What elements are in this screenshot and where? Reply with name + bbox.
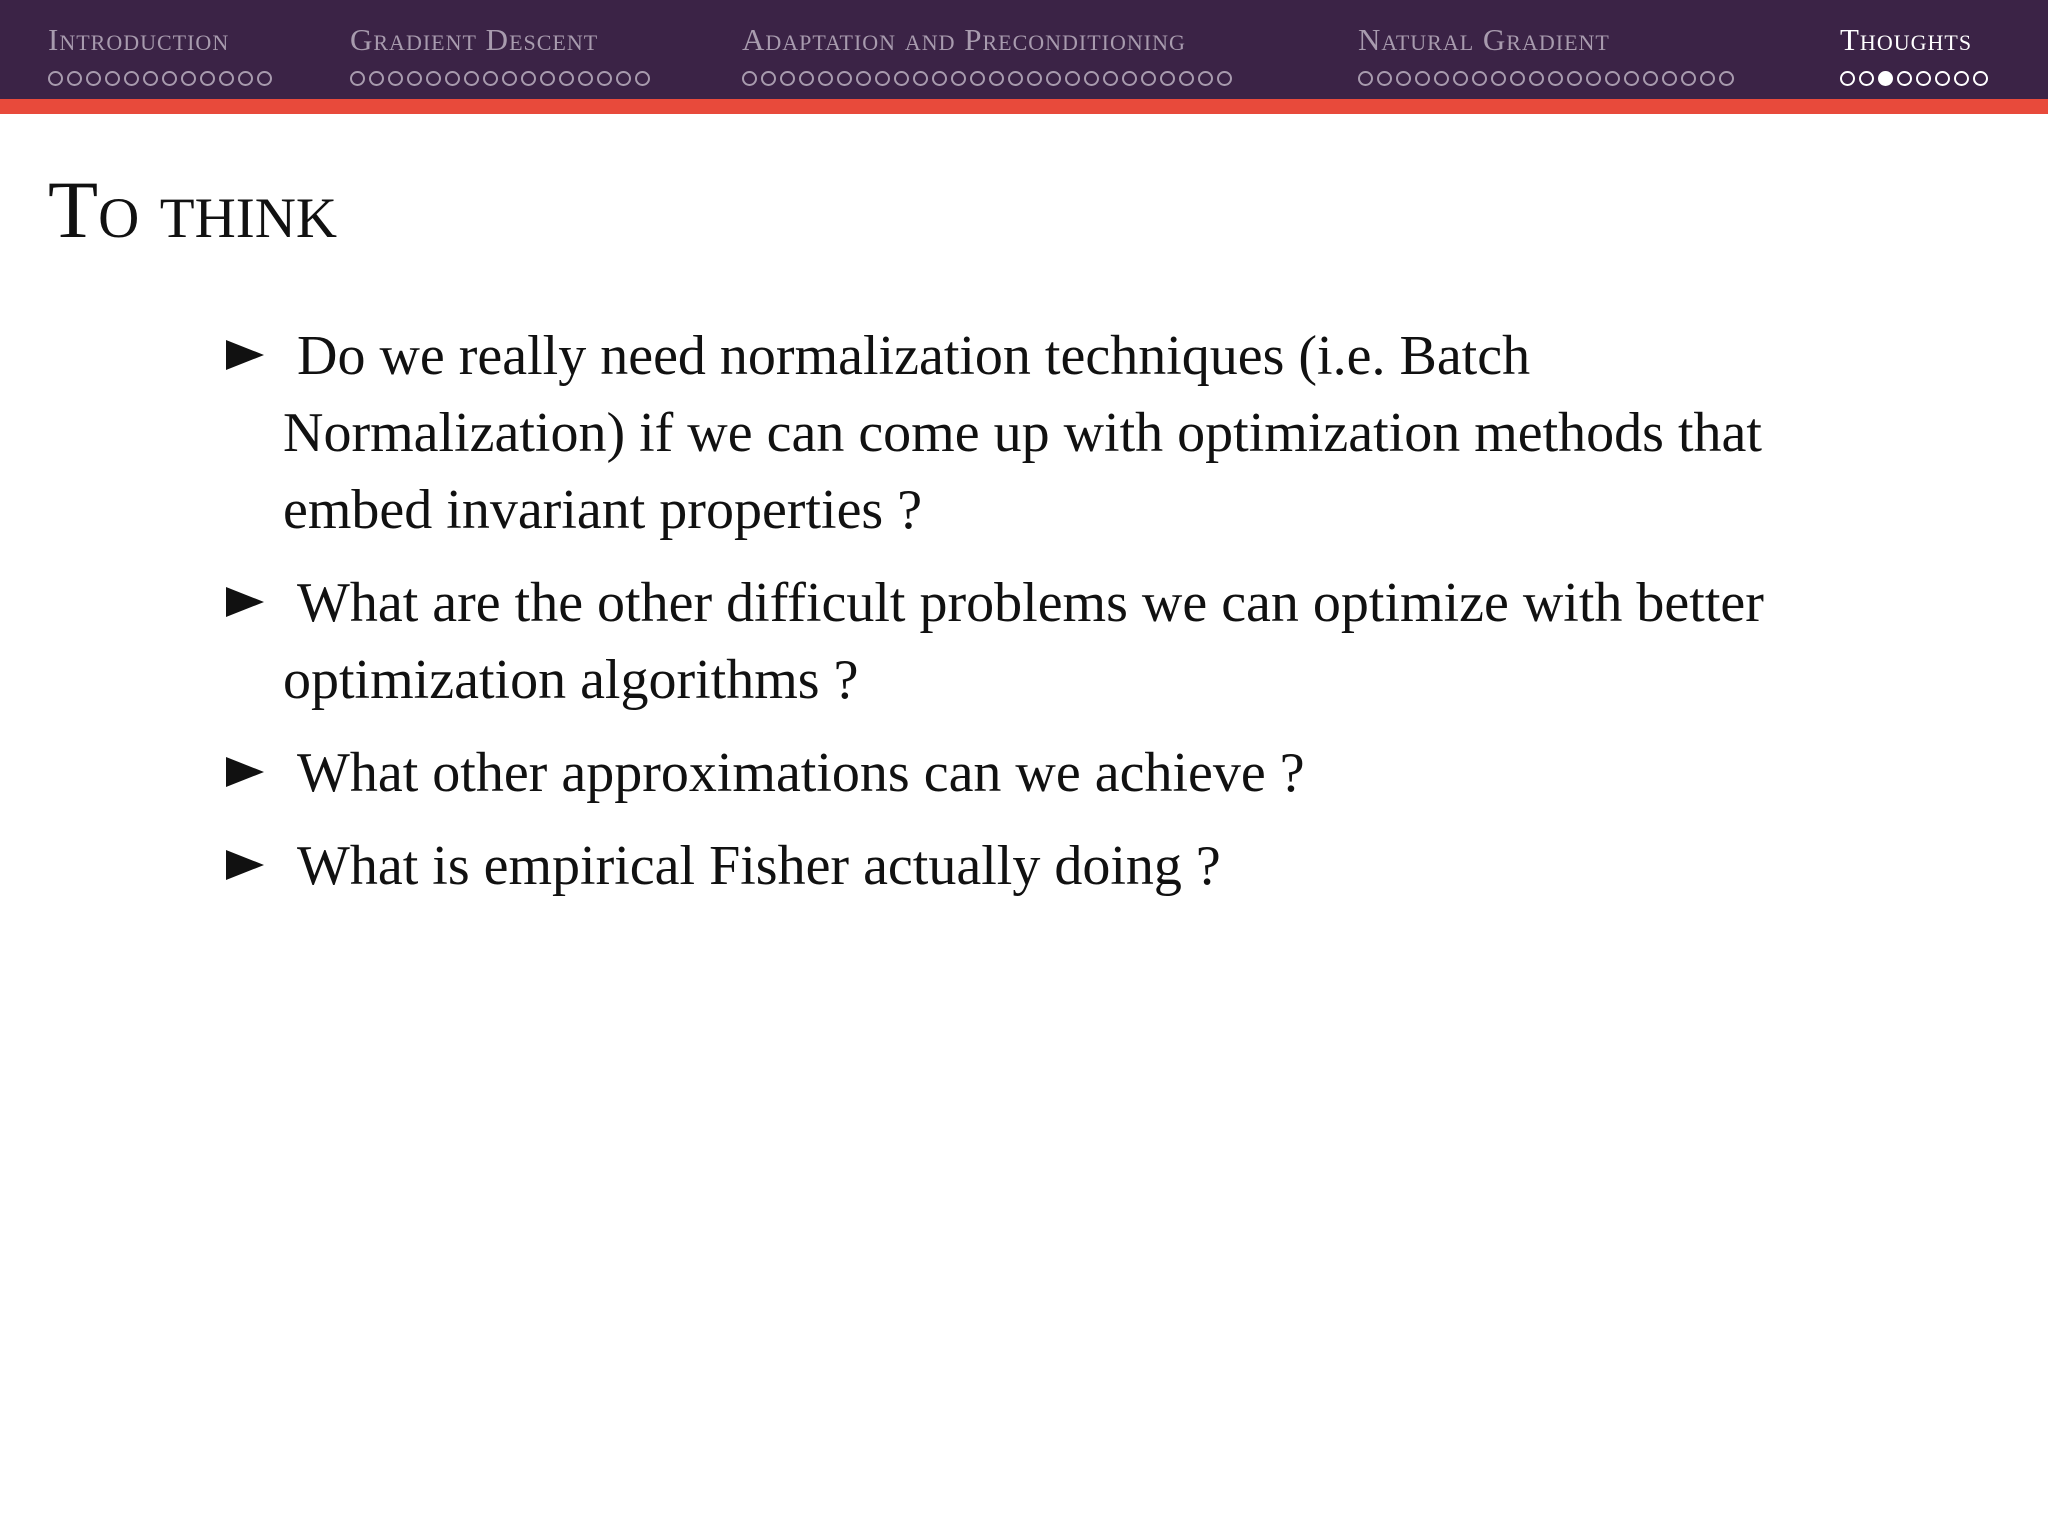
frame-dot[interactable] xyxy=(1916,71,1931,86)
frame-dot[interactable] xyxy=(350,71,365,86)
frame-dot[interactable] xyxy=(1605,71,1620,86)
frame-dot[interactable] xyxy=(875,71,890,86)
frame-dots xyxy=(48,67,328,89)
frame-dot[interactable] xyxy=(1453,71,1468,86)
bullet-item xyxy=(226,735,1866,812)
frame-dot[interactable] xyxy=(837,71,852,86)
frame-dot[interactable] xyxy=(1681,71,1696,86)
frame-dot[interactable] xyxy=(426,71,441,86)
frame-dot[interactable] xyxy=(1719,71,1734,86)
frame-dot[interactable] xyxy=(1415,71,1430,86)
triangle-bullet-icon xyxy=(226,340,264,370)
triangle-bullet-icon xyxy=(226,850,264,880)
frame-dot[interactable] xyxy=(1160,71,1175,86)
frame-dot[interactable] xyxy=(616,71,631,86)
frame-dot[interactable] xyxy=(105,71,120,86)
frame-dot[interactable] xyxy=(86,71,101,86)
bullet-item xyxy=(226,828,1866,905)
nav-section-title: Gradient Descent xyxy=(350,22,599,57)
bullet-text: What is empirical Fisher actually doing ? xyxy=(297,835,1221,897)
frame-dot[interactable] xyxy=(597,71,612,86)
frame-dot[interactable] xyxy=(1662,71,1677,86)
triangle-bullet-icon xyxy=(226,757,264,787)
frame-dot[interactable] xyxy=(502,71,517,86)
frame-dot[interactable] xyxy=(1396,71,1411,86)
frame-dot[interactable] xyxy=(540,71,555,86)
frame-dot[interactable] xyxy=(742,71,757,86)
frame-dot[interactable] xyxy=(1008,71,1023,86)
slide-title: To think xyxy=(48,164,338,255)
frame-dot[interactable] xyxy=(1897,71,1912,86)
frame-dot[interactable] xyxy=(1065,71,1080,86)
frame-dots xyxy=(1358,67,1828,89)
frame-dot[interactable] xyxy=(483,71,498,86)
frame-dot[interactable] xyxy=(913,71,928,86)
frame-dot[interactable] xyxy=(521,71,536,86)
nav-section-natural-gradient[interactable] xyxy=(1358,20,1828,92)
frame-dot[interactable] xyxy=(143,71,158,86)
frame-dot[interactable] xyxy=(1567,71,1582,86)
frame-dot[interactable] xyxy=(238,71,253,86)
frame-dot[interactable] xyxy=(369,71,384,86)
frame-dots xyxy=(350,67,710,89)
frame-dot[interactable] xyxy=(761,71,776,86)
frame-dot[interactable] xyxy=(181,71,196,86)
nav-section-adaptation-and-preconditioning[interactable] xyxy=(742,20,1332,92)
frame-dot[interactable] xyxy=(200,71,215,86)
nav-section-title: Adaptation and Preconditioning xyxy=(742,22,1186,57)
frame-dot[interactable] xyxy=(894,71,909,86)
frame-dot[interactable] xyxy=(818,71,833,86)
frame-dot[interactable] xyxy=(856,71,871,86)
frame-dot[interactable] xyxy=(989,71,1004,86)
frame-dot[interactable] xyxy=(257,71,272,86)
frame-dot[interactable] xyxy=(951,71,966,86)
frame-dot[interactable] xyxy=(1217,71,1232,86)
frame-dot[interactable] xyxy=(67,71,82,86)
frame-dot[interactable] xyxy=(799,71,814,86)
frame-dot[interactable] xyxy=(1122,71,1137,86)
frame-dot[interactable] xyxy=(162,71,177,86)
frame-dot[interactable] xyxy=(407,71,422,86)
frame-dot[interactable] xyxy=(1358,71,1373,86)
nav-section-gradient-descent[interactable] xyxy=(350,20,710,92)
nav-section-title: Natural Gradient xyxy=(1358,22,1610,57)
frame-dot[interactable] xyxy=(48,71,63,86)
frame-dot[interactable] xyxy=(1643,71,1658,86)
frame-dot[interactable] xyxy=(1141,71,1156,86)
frame-dot[interactable] xyxy=(1586,71,1601,86)
frame-dot[interactable] xyxy=(1973,71,1988,86)
nav-section-introduction[interactable] xyxy=(48,20,328,92)
frame-dot[interactable] xyxy=(1548,71,1563,86)
frame-dot[interactable] xyxy=(559,71,574,86)
frame-dot[interactable] xyxy=(1840,71,1855,86)
nav-section-title: Thoughts xyxy=(1840,22,1973,57)
frame-dots xyxy=(742,67,1332,89)
bullet-item xyxy=(226,318,1866,549)
bullet-text: Do we really need normalization techniques (i.e. Batch Normalization) if we can come up with optimization methods that embed invariant properties ? xyxy=(283,325,1762,541)
frame-dot[interactable] xyxy=(1859,71,1874,86)
bullet-text: What are the other difficult problems we can optimize with better optimization algorithms ? xyxy=(283,572,1764,711)
frame-dot[interactable] xyxy=(1084,71,1099,86)
frame-dot[interactable] xyxy=(1529,71,1544,86)
frame-dot[interactable] xyxy=(464,71,479,86)
frame-dot[interactable] xyxy=(932,71,947,86)
frame-dot[interactable] xyxy=(1103,71,1118,86)
frame-dot[interactable] xyxy=(445,71,460,86)
triangle-bullet-icon xyxy=(226,587,264,617)
frame-dot[interactable] xyxy=(635,71,650,86)
frame-dot[interactable] xyxy=(780,71,795,86)
frame-dot[interactable] xyxy=(124,71,139,86)
frame-dots xyxy=(1840,67,2030,89)
bullet-item xyxy=(226,565,1866,719)
frame-dot[interactable] xyxy=(1954,71,1969,86)
bullet-text: What other approximations can we achieve ? xyxy=(297,742,1305,804)
header-accent-line xyxy=(0,99,2048,114)
frame-dot[interactable] xyxy=(578,71,593,86)
frame-dot[interactable] xyxy=(1179,71,1194,86)
frame-dot[interactable] xyxy=(1700,71,1715,86)
navigation-header xyxy=(0,0,2048,99)
current-frame-dot[interactable] xyxy=(1878,71,1893,86)
frame-dot[interactable] xyxy=(1046,71,1061,86)
frame-dot[interactable] xyxy=(388,71,403,86)
frame-dot[interactable] xyxy=(1027,71,1042,86)
frame-dot[interactable] xyxy=(1510,71,1525,86)
bullet-list xyxy=(226,318,1866,921)
frame-dot[interactable] xyxy=(1434,71,1449,86)
frame-dot[interactable] xyxy=(970,71,985,86)
frame-dot[interactable] xyxy=(219,71,234,86)
nav-section-title: Introduction xyxy=(48,22,230,57)
frame-dot[interactable] xyxy=(1624,71,1639,86)
frame-dot[interactable] xyxy=(1198,71,1213,86)
frame-dot[interactable] xyxy=(1935,71,1950,86)
frame-dot[interactable] xyxy=(1377,71,1392,86)
nav-section-thoughts[interactable] xyxy=(1840,20,2030,92)
frame-dot[interactable] xyxy=(1472,71,1487,86)
frame-dot[interactable] xyxy=(1491,71,1506,86)
